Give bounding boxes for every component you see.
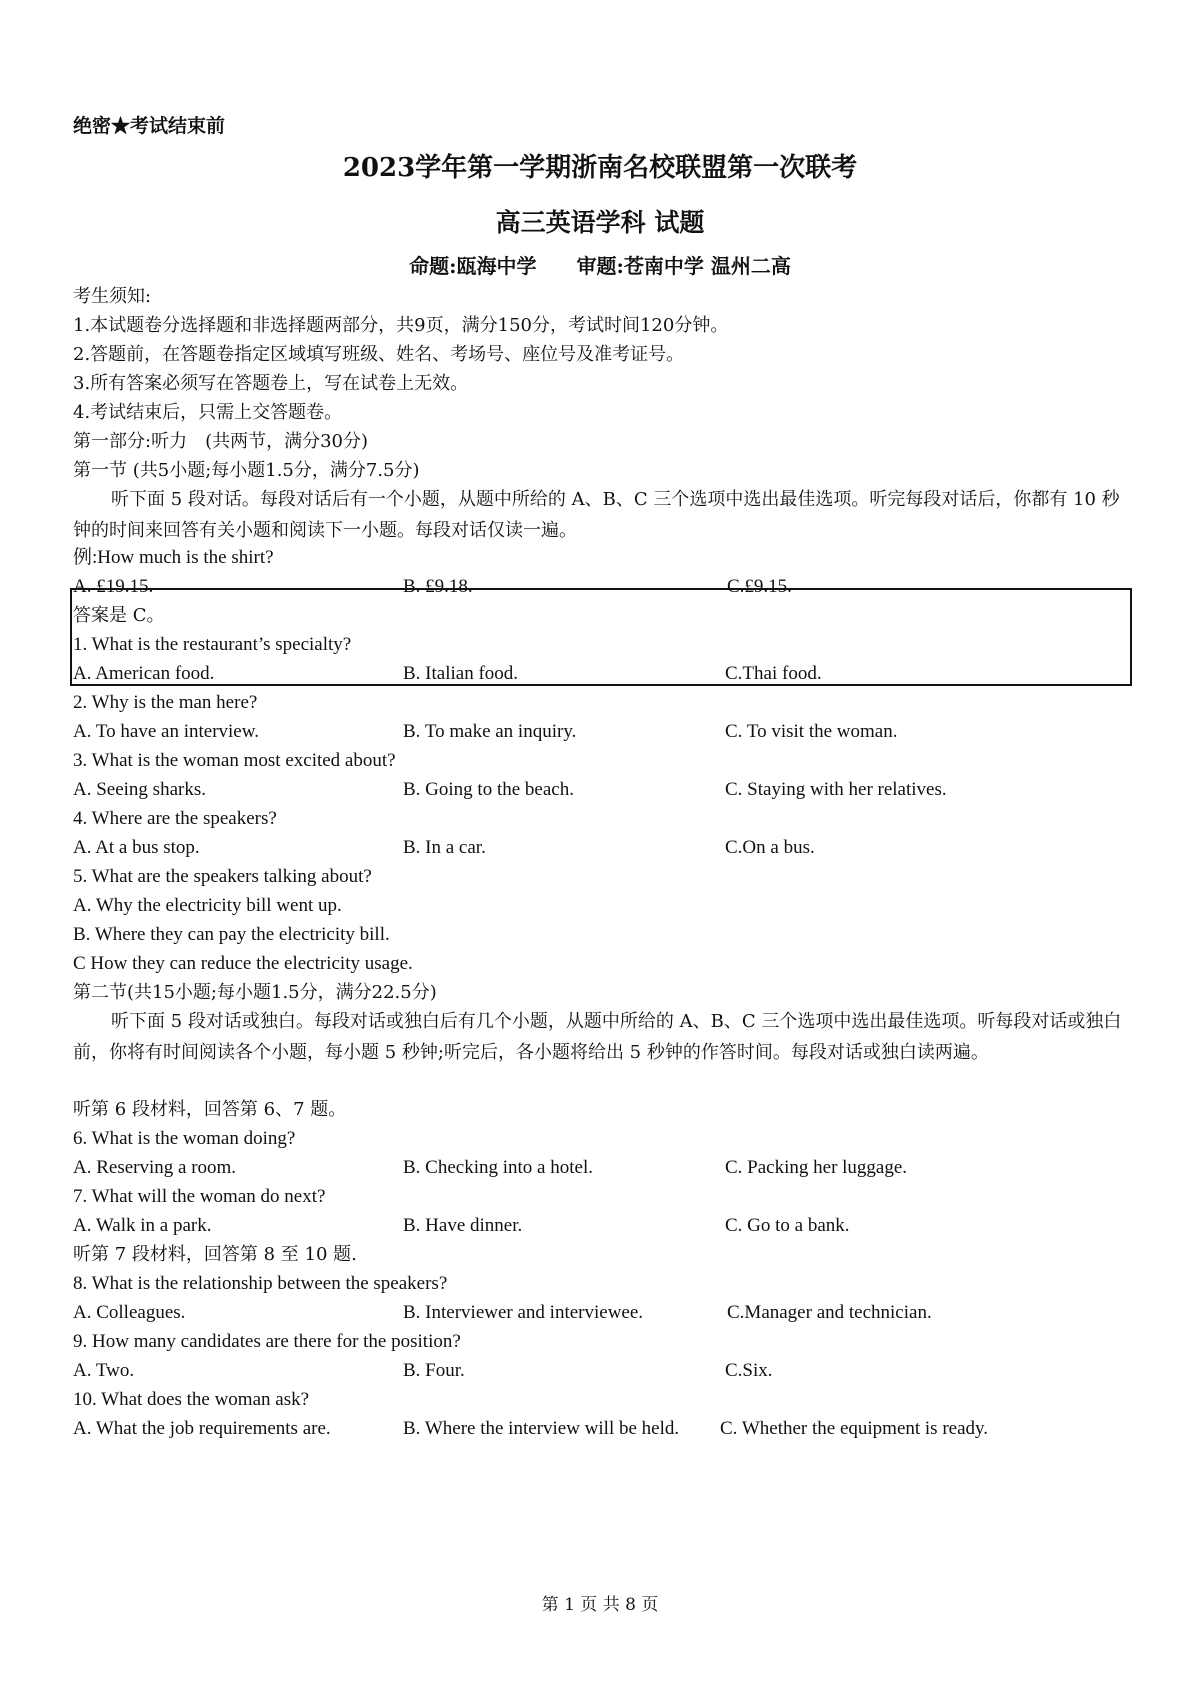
question-9: 9. How many candidates are there for the position? <box>73 1331 461 1352</box>
q8-option-a: A. Colleagues. <box>73 1302 186 1323</box>
q8-option-b: B. Interviewer and interviewee. <box>403 1302 644 1323</box>
q7-option-a: A. Walk in a park. <box>73 1215 212 1236</box>
part1-title: 第一部分:听力 (共两节，满分30分) <box>73 431 369 452</box>
q4-option-a: A. At a bus stop. <box>73 837 200 858</box>
q6-option-c: C. Packing her luggage. <box>725 1157 908 1178</box>
material-7-label: 听第 7 段材料，回答第 8 至 10 题. <box>73 1244 357 1265</box>
q10-option-a: A. What the job requirements are. <box>73 1418 331 1439</box>
q7-option-b: B. Have dinner. <box>403 1215 523 1236</box>
q9-option-b: B. Four. <box>403 1360 465 1381</box>
example-answer: 答案是 C。 <box>73 605 165 626</box>
q3-option-b: B. Going to the beach. <box>403 779 574 800</box>
q1-option-a: A. American food. <box>73 663 215 684</box>
q2-option-a: A. To have an interview. <box>73 721 259 742</box>
example-option-c: C.£9.15. <box>727 576 792 597</box>
q6-option-b: B. Checking into a hotel. <box>403 1157 593 1178</box>
q8-option-c: C.Manager and technician. <box>727 1302 932 1323</box>
example-question: 例:How much is the shirt? <box>73 547 274 568</box>
q9-option-c: C.Six. <box>725 1360 773 1381</box>
example-option-b: B. £9.18. <box>403 576 473 597</box>
subject-title: 高三英语学科 试题 <box>495 208 705 237</box>
question-10: 10. What does the woman ask? <box>73 1389 310 1410</box>
section2-instructions: 听下面 5 段对话或独白。每段对话或独白后有几个小题，从题中所给的 A、B、C 三个选项中选出最佳选项。听每段对话或独白前，你将有时间阅读各个小题，每小题 5 秒钟;听完后，各小题将给出 5 秒钟的作答时间。每段对话或独白读两遍。 <box>73 1011 1122 1063</box>
q1-option-b: B. Italian food. <box>403 663 519 684</box>
q5-option-a: A. Why the electricity bill went up. <box>73 895 342 916</box>
q6-option-a: A. Reserving a room. <box>73 1157 237 1178</box>
question-6: 6. What is the woman doing? <box>73 1128 296 1149</box>
q3-option-c: C. Staying with her relatives. <box>725 779 947 800</box>
section2-title: 第二节(共15小题;每小题1.5分，满分22.5分) <box>73 982 437 1003</box>
question-2: 2. Why is the man here? <box>73 692 258 713</box>
q7-option-c: C. Go to a bank. <box>725 1215 850 1236</box>
page-footer: 第 1 页 共 8 页 <box>541 1595 659 1615</box>
q3-option-a: A. Seeing sharks. <box>73 779 206 800</box>
q5-option-b: B. Where they can pay the electricity bill. <box>73 924 390 945</box>
question-8: 8. What is the relationship between the speakers? <box>73 1273 448 1294</box>
exam-title: 2023学年第一学期浙南名校联盟第一次联考 <box>342 153 858 183</box>
confidential-label: 绝密★考试结束前 <box>73 115 226 137</box>
section1-instructions: 听下面 5 段对话。每段对话后有一个小题，从题中所给的 A、B、C 三个选项中选出最佳选项。听完每段对话后，你都有 10 秒钟的时间来回答有关小题和阅读下一小题。每段对话仅读一遍。 <box>73 489 1120 541</box>
question-5: 5. What are the speakers talking about? <box>73 866 372 887</box>
material-6-label: 听第 6 段材料，回答第 6、7 题。 <box>73 1099 347 1120</box>
q9-option-a: A. Two. <box>73 1360 135 1381</box>
notice-item: 3.所有答案必须写在答题卷上，写在试卷上无效。 <box>73 373 469 394</box>
notice-item: 1.本试题卷分选择题和非选择题两部分，共9页，满分150分，考试时间120分钟。 <box>73 315 729 336</box>
q10-option-c: C. Whether the equipment is ready. <box>720 1418 989 1439</box>
example-option-a: A. £19.15. <box>73 576 154 597</box>
q2-option-c: C. To visit the woman. <box>725 721 898 742</box>
q10-option-b: B. Where the interview will be held. <box>403 1418 680 1439</box>
q4-option-b: B. In a car. <box>403 837 486 858</box>
question-7: 7. What will the woman do next? <box>73 1186 326 1207</box>
q5-option-c: C How they can reduce the electricity usage. <box>73 953 413 974</box>
q2-option-b: B. To make an inquiry. <box>403 721 577 742</box>
question-1: 1. What is the restaurant’s specialty? <box>73 634 352 655</box>
section1-title: 第一节 (共5小题;每小题1.5分，满分7.5分) <box>73 460 420 481</box>
q1-option-c: C.Thai food. <box>725 663 822 684</box>
notice-item: 2.答题前，在答题卷指定区域填写班级、姓名、考场号、座位号及准考证号。 <box>73 344 685 365</box>
question-3: 3. What is the woman most excited about? <box>73 750 396 771</box>
q4-option-c: C.On a bus. <box>725 837 815 858</box>
question-4: 4. Where are the speakers? <box>73 808 277 829</box>
authors-line: 命题:瓯海中学 审题:苍南中学 温州二高 <box>409 254 791 278</box>
notice-item: 4.考试结束后，只需上交答题卷。 <box>73 402 343 423</box>
notice-title: 考生须知: <box>73 286 152 307</box>
